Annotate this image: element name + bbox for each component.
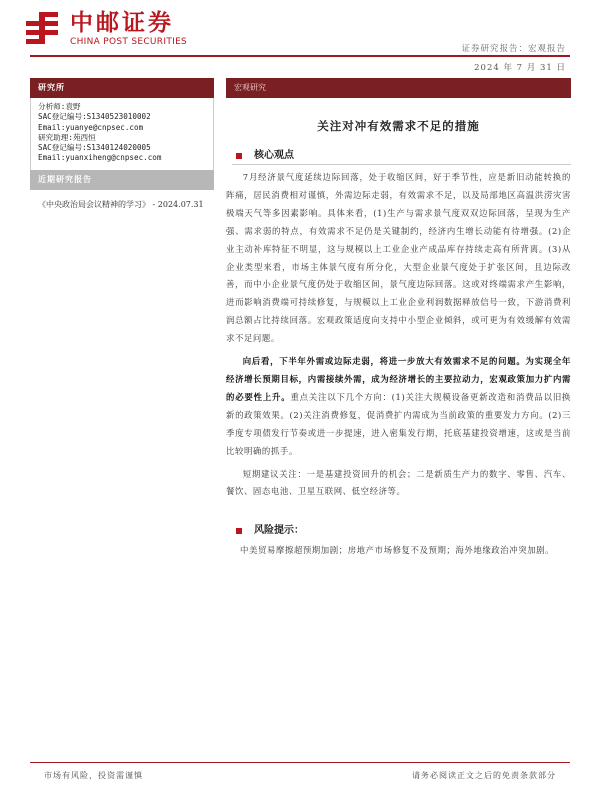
analyst-line: 研究助理:苑西恒 — [38, 132, 96, 142]
recent-report-link[interactable]: 《中央政治局会议精神的学习》 - 2024.07.31 — [38, 199, 204, 209]
footer-divider — [30, 762, 570, 763]
section-bullet-icon — [236, 528, 242, 534]
core-view-heading — [226, 148, 571, 164]
report-type: 证券研究报告：宏观报告 — [461, 44, 566, 54]
china-post-logo-icon — [22, 8, 62, 48]
body-paragraph-2 — [226, 353, 571, 460]
page-title: 关注对冲有效需求不足的措施 — [317, 119, 480, 133]
risk-label: 风险提示： — [254, 525, 304, 537]
core-view-label: 核心观点 — [254, 150, 294, 161]
analyst-line: 分析师:袁野 — [38, 102, 81, 111]
main-content — [226, 78, 571, 560]
analyst-email[interactable]: Email:yuanye@cnpsec.com — [38, 122, 144, 132]
section-bullet-icon — [236, 153, 242, 159]
bold-statement: 向后看，下半年外需或边际走弱，将进一步放大有效需求不足的问题。为实现全年经济增长预期目标，内需接续外需，成为经济增长的主要拉动力，宏观政策加力扩内需的必要性上升。 — [226, 356, 571, 402]
brand-name-en: CHINA POST SECURITIES — [70, 37, 188, 47]
recent-reports-heading: 近期研究报告 — [30, 170, 214, 190]
section-underline — [232, 164, 571, 165]
footer-disclaimer: 市场有风险，投资需谨慎 — [44, 771, 143, 780]
report-date: 2024 年 7 月 31 日 — [474, 63, 566, 73]
risk-heading — [226, 523, 571, 539]
analyst-line: SAC登记编号:S1340523010002 — [38, 112, 151, 122]
category-tag: 宏观研究 — [226, 78, 571, 98]
footer-terms-note: 请务必阅读正文之后的免责条款部分 — [412, 771, 556, 780]
brand-name-cn: 中邮证券 — [70, 10, 174, 36]
analyst-line: SAC登记编号:S1340124020005 — [38, 143, 151, 153]
body-paragraph-3: 短期建议关注：一是基建投资回升的机会；二是新质生产力的数字、零售、汽车、餐饮、固态电池、卫星互联网、低空经济等。 — [226, 468, 571, 497]
analyst-info — [30, 98, 214, 170]
analyst-email[interactable]: Email:yuanxiheng@cnpsec.com — [38, 153, 162, 163]
risk-text: 中美贸易摩擦超预期加剧；房地产市场修复不及预期；海外地缘政治冲突加剧。 — [240, 545, 555, 556]
sidebar — [30, 78, 214, 212]
research-institute-heading: 研究所 — [30, 78, 214, 98]
brand-logo — [22, 8, 212, 48]
paragraph-2-rest: 重点关注以下几个方向：(1)关注大规模设备更新改造和消费品以旧换新的政策效果。(2)关注消费修复，促消费扩内需成为当前政策的重要发力方向。(2)三季度专项债发行节奏或进一步提速，进入密集发行期，托底基建投资增速，这或是当前比较明确的抓手。 — [226, 391, 572, 456]
body-paragraph-1: 7月经济景气度延续边际回落，处于收缩区间，好于季节性，应是新旧动能转换的阵痛，居民消费相对谨慎，外需边际走弱，有效需求不足，以及局部地区高温洪涝灾害极端天气等多因素影响。具体来看，(1)生产与需求景气度双双边际回落，呈现为生产强、需求弱的特点，有效需求不足仍是关键制约，经济内生增长动能有待增强。(2)企业主动补库特征不明显，这与规模以上工业企业产成品库存持续走高有所背离。(3)从企业类型来看，市场主体景气度有所分化，大型企业景气度处于扩张区间，且边际改善，而中小企业景气度仍处于收缩区间，景气度边际回落。这或对终端需求产生影响，进而影响消费端可持续修复，与规模以上工业企业利润数据释放信号一致，下游消费利润总额占比持续回落。宏观政策适度向支持中小型企业倾斜，或可更为有效缓解有效需求不足问题。 — [226, 172, 571, 344]
header-divider — [30, 55, 570, 57]
